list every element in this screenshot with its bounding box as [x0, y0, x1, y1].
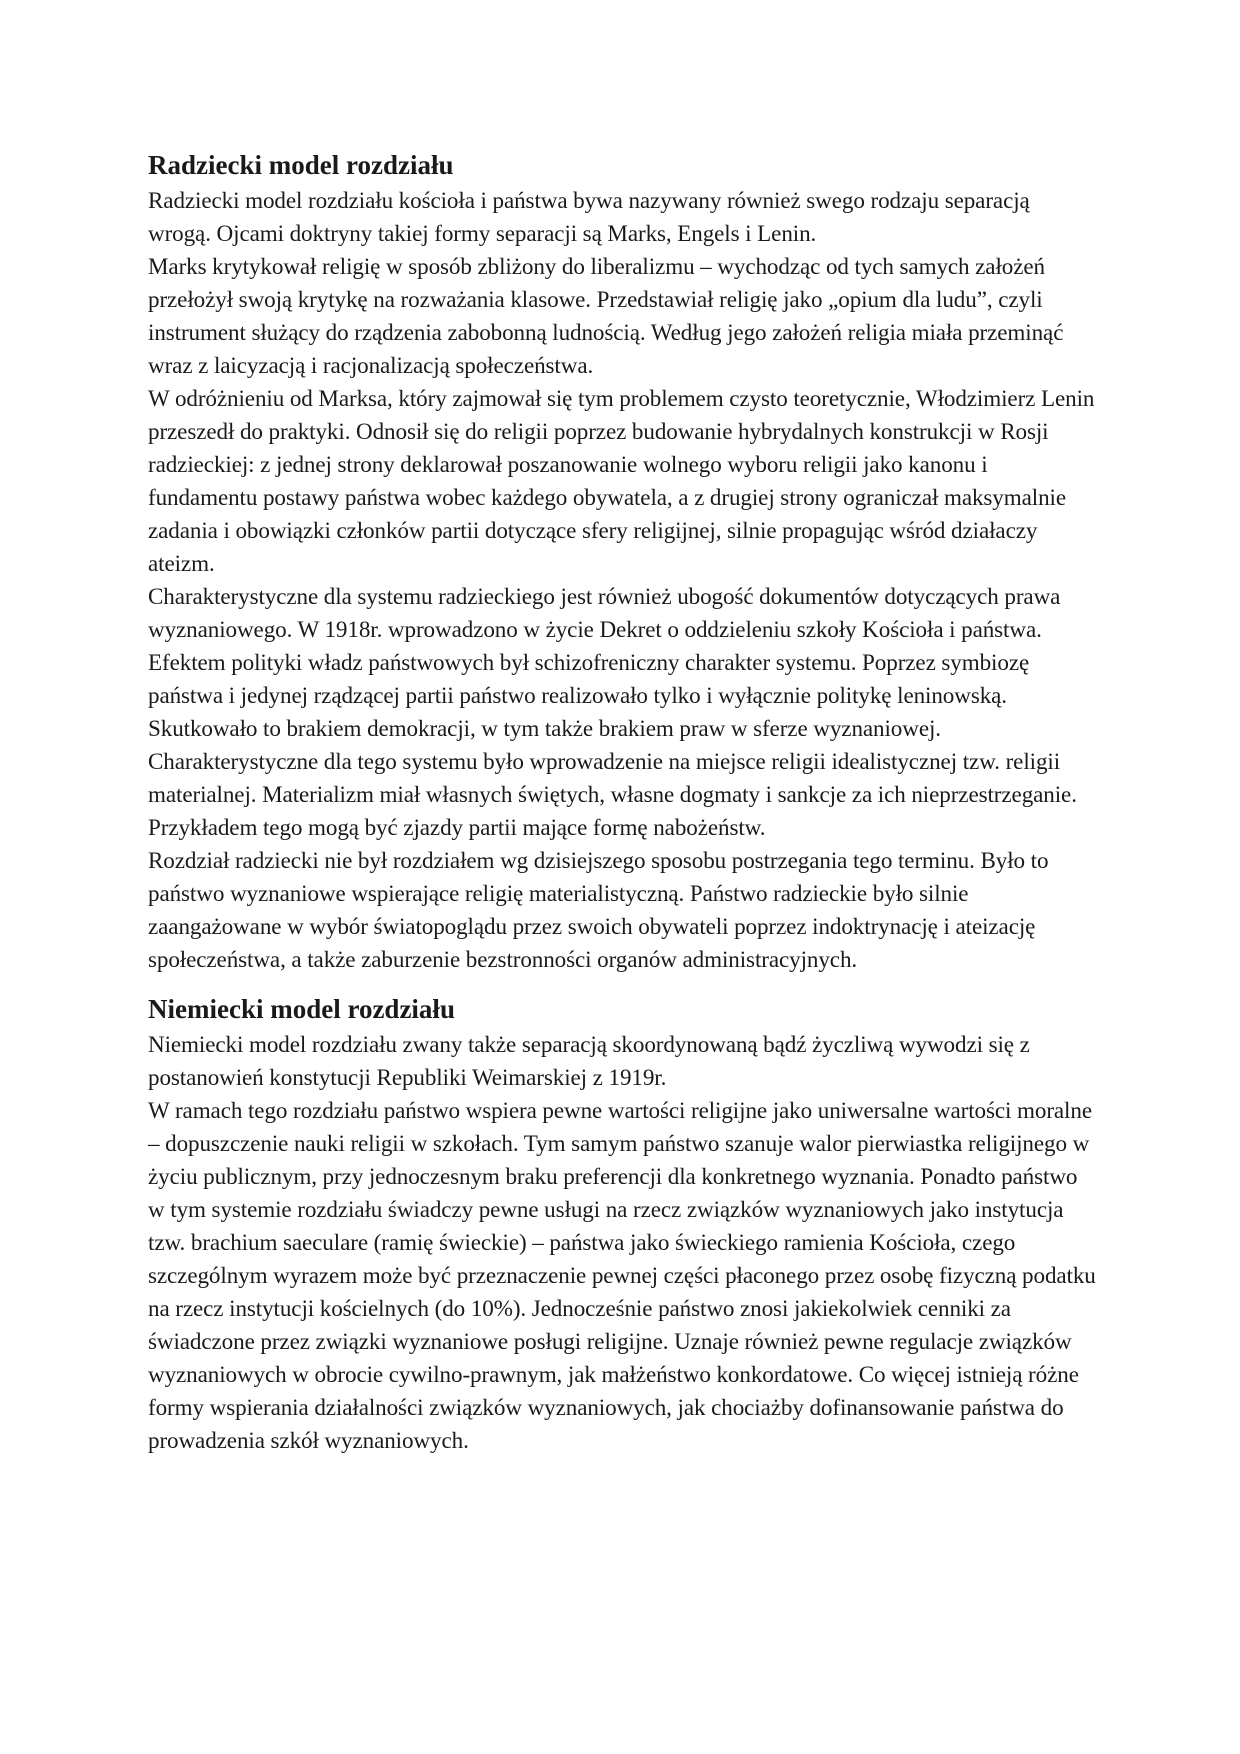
- paragraph: Marks krytykował religię w sposób zbliżony do liberalizmu – wychodząc od tych samych założeń przełożył swoją krytykę na rozważania klasowe. Przedstawiał religię jako „opium dla ludu”, czyli instrument służący do rządzenia zabobonną ludnością. Według jego założeń religia miała przeminąć wraz z laicyzacją i racjonalizacją społeczeństwa.: [148, 253, 1064, 378]
- section-heading: Niemiecki model rozdziału: [148, 994, 455, 1024]
- section-soviet-model: [148, 146, 1096, 976]
- paragraph: Charakterystyczne dla systemu radzieckiego jest również ubogość dokumentów dotyczących prawa wyznaniowego. W 1918r. wprowadzono w życie Dekret o oddzieleniu szkoły Kościoła i państwa.: [148, 583, 1061, 642]
- document-page: [148, 146, 1096, 1457]
- paragraph: Efektem polityki władz państwowych był schizofreniczny charakter systemu. Poprzez symbiozę państwa i jedynej rządzącej partii państwo realizowało tylko i wyłącznie politykę leninowską. Skutkowało to brakiem demokracji, w tym także brakiem praw w sferze wyznaniowej. Charakterystyczne dla tego systemu było wprowadzenie na miejsce religii idealistycznej tzw. religii materialnej. Materializm miał własnych świętych, własne dogmaty i sankcje za ich nieprzestrzeganie. Przykładem tego mogą być zjazdy partii mające formę nabożeństw.: [148, 649, 1077, 840]
- paragraph: W ramach tego rozdziału państwo wspiera pewne wartości religijne jako uniwersalne wartości moralne – dopuszczenie nauki religii w szkołach. Tym samym państwo szanuje walor pierwiastka religijnego w życiu publicznym, przy jednoczesnym braku preferencji dla konkretnego wyznania. Ponadto państwo w tym systemie rozdziału świadczy pewne usługi na rzecz związków wyznaniowych jako instytucja tzw. brachium saeculare (ramię świeckie) – państwa jako świeckiego ramienia Kościoła, czego szczególnym wyrazem może być przeznaczenie pewnej części płaconego przez osobę fizyczną podatku na rzecz instytucji kościelnych (do 10%). Jednocześnie państwo znosi jakiekolwiek cenniki za świadczone przez związki wyznaniowe posługi religijne. Uznaje również pewne regulacje związków wyznaniowych w obrocie cywilno-prawnym, jak małżeństwo konkordatowe. Co więcej istnieją różne formy wspierania działalności związków wyznaniowych, jak chociażby dofinansowanie państwa do prowadzenia szkół wyznaniowych.: [148, 1097, 1096, 1453]
- paragraph: W odróżnieniu od Marksa, który zajmował się tym problemem czysto teoretycznie, Włodzimierz Lenin przeszedł do praktyki. Odnosił się do religii poprzez budowanie hybrydalnych konstrukcji w Rosji radzieckiej: z jednej strony deklarował poszanowanie wolnego wyboru religii jako kanonu i fundamentu postawy państwa wobec każdego obywatela, a z drugiej strony ograniczał maksymalnie zadania i obowiązki członków partii dotyczące sfery religijnej, silnie propagując wśród działaczy ateizm.: [148, 385, 1095, 576]
- paragraph: Radziecki model rozdziału kościoła i państwa bywa nazywany również swego rodzaju separacją wrogą. Ojcami doktryny takiej formy separacji są Marks, Engels i Lenin.: [148, 187, 1030, 246]
- section-heading: Radziecki model rozdziału: [148, 150, 454, 180]
- paragraph: Rozdział radziecki nie był rozdziałem wg dzisiejszego sposobu postrzegania tego terminu. Było to państwo wyznaniowe wspierające religię materialistyczną. Państwo radzieckie było silnie zaangażowane w wybór światopoglądu przez swoich obywateli poprzez indoktrynację i ateizację społeczeństwa, a także zaburzenie bezstronności organów administracyjnych.: [148, 847, 1049, 972]
- section-german-model: [148, 990, 1096, 1457]
- paragraph: Niemiecki model rozdziału zwany także separacją skoordynowaną bądź życzliwą wywodzi się z postanowień konstytucji Republiki Weimarskiej z 1919r.: [148, 1031, 1030, 1090]
